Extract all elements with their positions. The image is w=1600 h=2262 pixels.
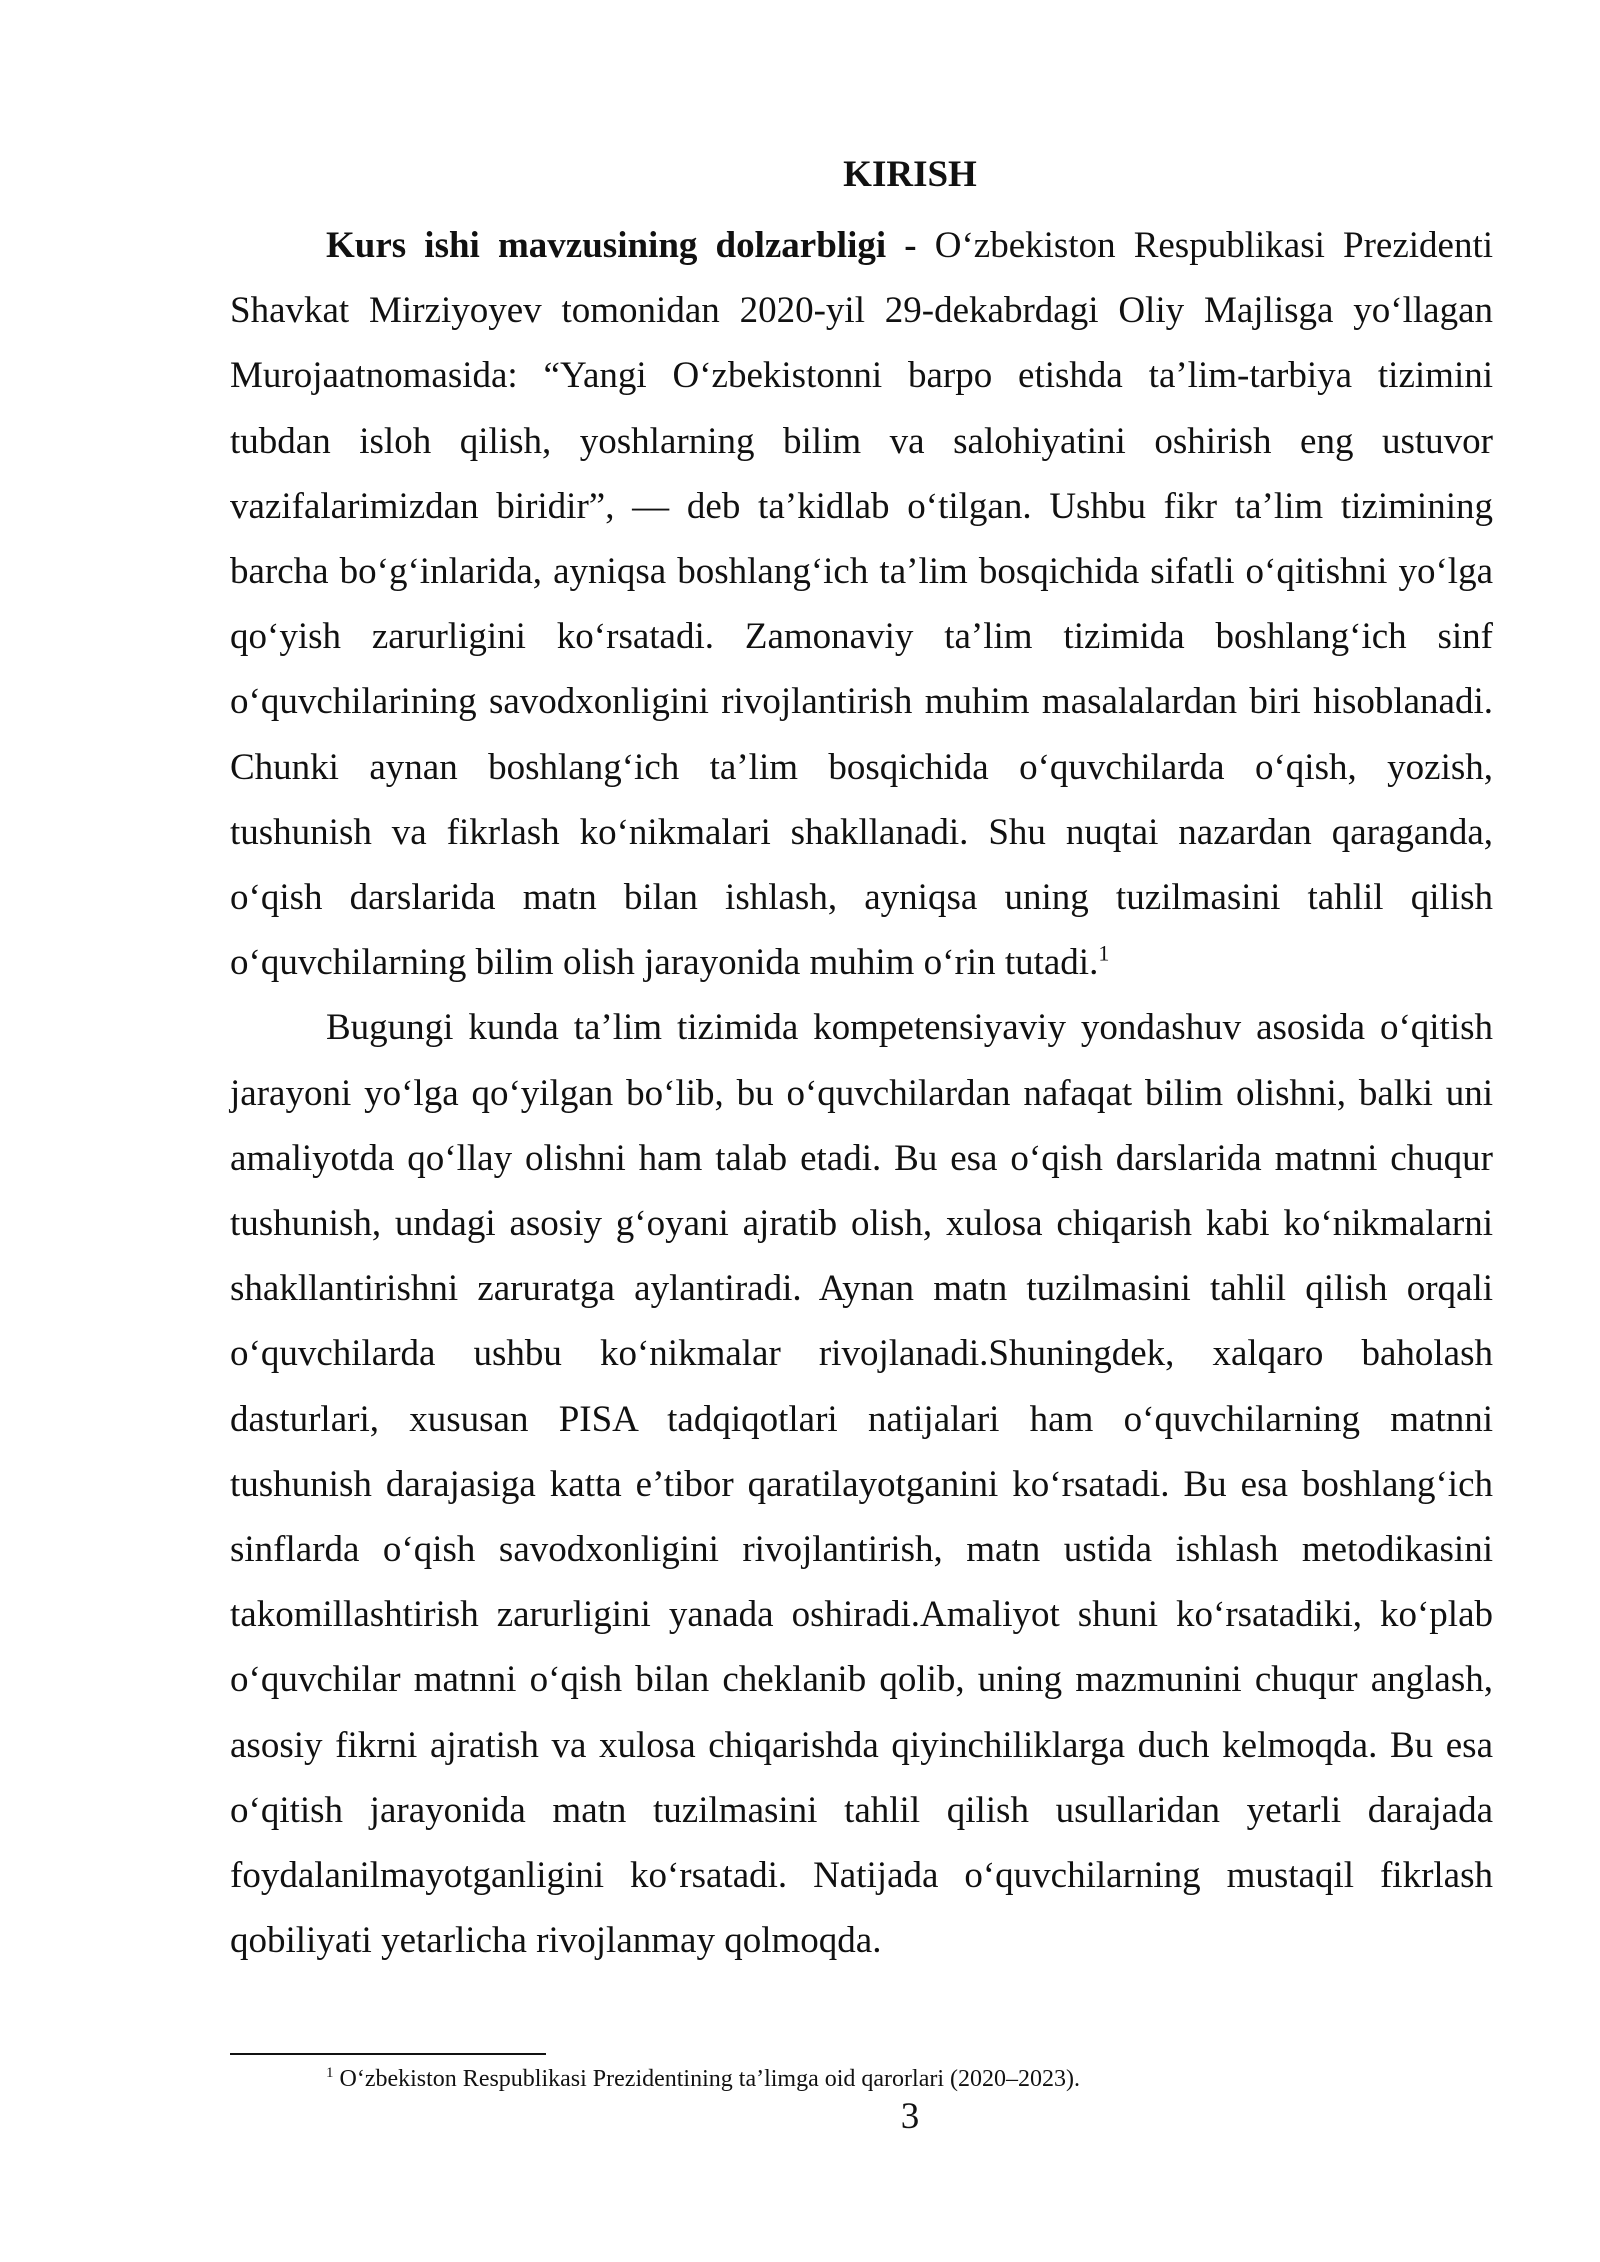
- section-title: KIRISH: [843, 154, 977, 195]
- footnote-separator: [230, 2053, 546, 2055]
- paragraph-lead-heading: Kurs ishi mavzusining dolzarbligi -: [326, 225, 917, 266]
- footnote-text: Oʻzbekiston Respublikasi Prezidentining ta’limga oid qarorlari (2020–2023).: [333, 2066, 1081, 2092]
- paragraph-competency: Bugungi kunda ta’lim tizimida kompetensiyaviy yondashuv asosida oʻqitish jarayoni yoʻlga qoʻyilgan boʻlib, bu oʻquvchilardan nafaqat bilim olishni, balki uni amaliyotda qoʻllay olishni ham talab etadi. Bu esa oʻqish darslarida matnni chuqur tushunish, undagi asosiy gʻoyani ajratib olish, xulosa chiqarish kabi koʻnikmalarni shakllantirishni zaruratga aylantiradi. Aynan matn tuzilmasini tahlil qilish orqali oʻquvchilarda ushbu koʻnikmalar rivojlanadi.Shuningdek, xalqaro baholash dasturlari, xususan PISA tadqiqotlari natijalari ham oʻquvchilarning matnni tushunish darajasiga katta e’tibor qaratilayotganini koʻrsatadi. Bu esa boshlangʻich sinflarda oʻqish savodxonligini rivojlantirish, matn ustida ishlash metodikasini takomillashtirish zarurligini yanada oshiradi.Amaliyot shuni koʻrsatadiki, koʻplab oʻquvchilar matnni oʻqish bilan cheklanib qolib, uning mazmunini chuqur anglash, asosiy fikrni ajratish va xulosa chiqarishda qiyinchiliklarga duch kelmoqda. Bu esa oʻqitish jarayonida matn tuzilmasini tahlil qilish usullaridan yetarli darajada foydalanilmayotganligini koʻrsatadi. Natijada oʻquvchilarning mustaqil fikrlash qobiliyati yetarlicha rivojlanmay qolmoqda.: [230, 1007, 1493, 1962]
- footnote-marker: 1: [326, 2065, 334, 2081]
- page-number: 3: [900, 2096, 920, 2137]
- footnote: [326, 2062, 1493, 2096]
- paragraph-relevance: [230, 213, 1493, 995]
- paragraph-relevance-text: Oʻzbekiston Respublikasi Prezidenti Shavkat Mirziyoyev tomonidan 2020-yil 29-dekabrdagi Oliy Majlisga yoʻllagan Murojaatnomasida: “Yangi Oʻzbekistonni barpo etishda ta’lim-tarbiya tizimini tubdan isloh qilish, yoshlarning bilim va salohiyatini oshirish eng ustuvor vazifalarimizdan biridir”, — deb ta’kidlab oʻtilgan. Ushbu fikr ta’lim tizimining barcha boʻgʻinlarida, ayniqsa boshlangʻich ta’lim bosqichida sifatli oʻqitishni yoʻlga qoʻyish zarurligini koʻrsatadi. Zamonaviy ta’lim tizimida boshlangʻich sinf oʻquvchilarining savodxonligini rivojlantirish muhim masalalardan biri hisoblanadi. Chunki aynan boshlangʻich ta’lim bosqichida oʻquvchilarda oʻqish, yozish, tushunish va fikrlash koʻnikmalari shakllanadi. Shu nuqtai nazardan qaraganda, oʻqish darslarida matn bilan ishlash, ayniqsa uning tuzilmasini tahlil qilish oʻquvchilarning bilim olish jarayonida muhim oʻrin tutadi.: [230, 225, 1494, 984]
- footnote-reference[interactable]: 1: [1098, 940, 1110, 966]
- body-text: [230, 213, 1493, 1973]
